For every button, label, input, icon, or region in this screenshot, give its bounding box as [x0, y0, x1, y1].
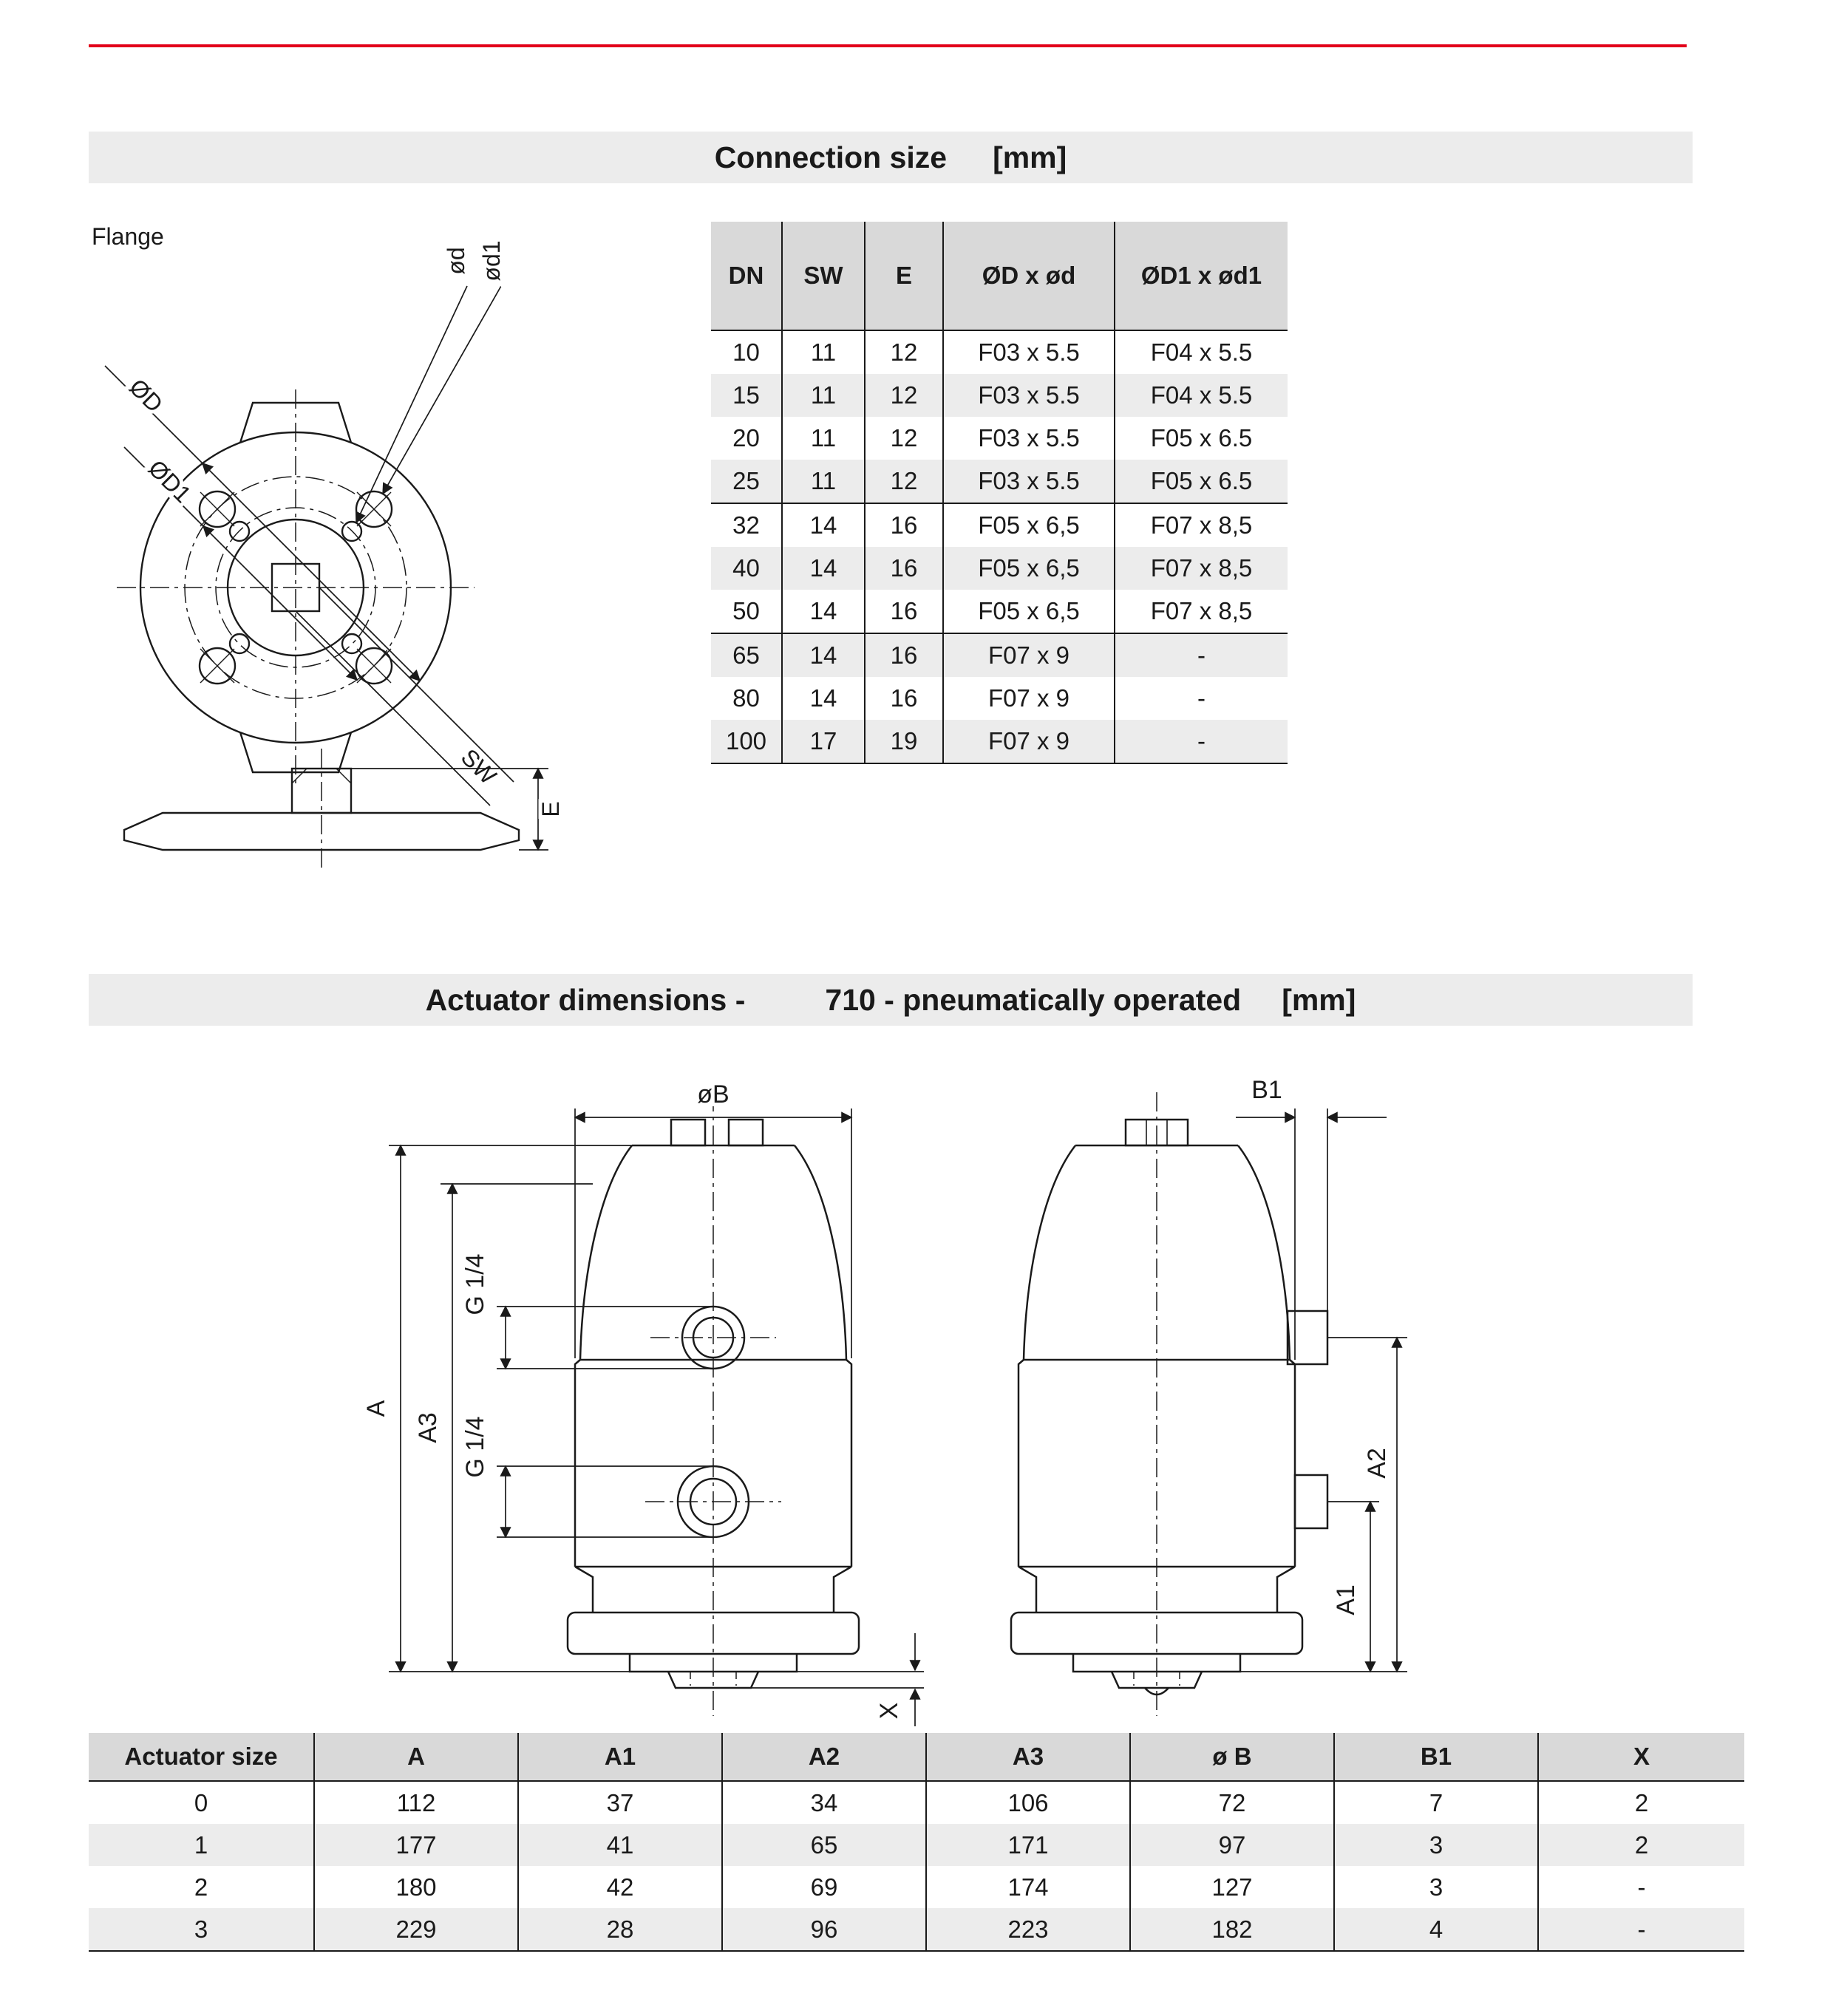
cell-e: 16 — [865, 677, 943, 720]
cell-a1: 28 — [518, 1908, 722, 1951]
cell-sw: 14 — [782, 590, 865, 633]
cell-a2: 34 — [722, 1781, 926, 1824]
dim-label-od: ØD — [124, 373, 169, 418]
connection-size-title: Connection size — [714, 140, 948, 174]
cell-a3: 106 — [926, 1781, 1130, 1824]
cell-sw: 11 — [782, 330, 865, 374]
flange-front-view — [117, 389, 475, 786]
flange-dimension-lines — [105, 286, 514, 806]
cell-a3: 174 — [926, 1866, 1130, 1908]
connection-table-row — [711, 417, 1288, 460]
cell-od-x-od: F05 x 6,5 — [943, 547, 1115, 590]
col-header-sw: SW — [782, 222, 865, 330]
top-rule — [89, 44, 1687, 47]
cell-od1-x-od1: - — [1115, 720, 1288, 763]
actuator-dimensions-title: Actuator dimensions - — [425, 982, 746, 1017]
flange-centerlines — [117, 389, 475, 786]
actuator-front-view — [568, 1092, 859, 1716]
cell-ob: 72 — [1130, 1781, 1334, 1824]
connection-size-unit: [mm] — [993, 140, 1067, 174]
cell-a2: 69 — [722, 1866, 926, 1908]
cell-a1: 41 — [518, 1824, 722, 1866]
cell-x: - — [1538, 1908, 1744, 1951]
cell-dn: 80 — [732, 684, 760, 712]
connection-size-header-bar — [89, 132, 1693, 183]
cell-dn: 25 — [711, 460, 782, 503]
col-header-a3: A3 — [926, 1733, 1130, 1781]
col-header-actuator-size: Actuator size — [89, 1733, 314, 1781]
cell-sw: 14 — [782, 503, 865, 547]
cell-od-x-od: F05 x 6,5 — [943, 590, 1115, 633]
cell-dn: 10 — [732, 338, 760, 366]
cell-ob: 97 — [1130, 1824, 1334, 1866]
dim-label-d-small: ød — [443, 247, 469, 275]
actuator-dimensions-unit: [mm] — [1282, 982, 1356, 1017]
connection-table-row — [711, 503, 1288, 547]
cell-a1: 37 — [518, 1781, 722, 1824]
cell-b1: 7 — [1334, 1781, 1538, 1824]
cell-e: 12 — [865, 460, 943, 503]
cell-e: 12 — [865, 374, 943, 417]
cell-od-x-od: F03 x 5.5 — [943, 330, 1115, 374]
cell-od1-x-od1: - — [1115, 677, 1288, 720]
cell-od1-x-od1: F05 x 6.5 — [1115, 417, 1288, 460]
connection-table-row — [711, 633, 1288, 677]
cell-od1-x-od1: F05 x 6.5 — [1115, 460, 1288, 503]
flange-side-view — [124, 749, 519, 870]
col-header-od: ØD x ød — [943, 222, 1115, 330]
col-header-dn: DN — [711, 222, 782, 330]
cell-a: 229 — [314, 1908, 518, 1951]
cell-a3: 223 — [926, 1908, 1130, 1951]
col-header-od1: ØD1 x ød1 — [1115, 222, 1288, 330]
cell-dn: 15 — [732, 381, 760, 409]
actuator-side-dimensions — [1236, 1109, 1407, 1672]
connection-table-row — [711, 720, 1288, 763]
cell-b1: 3 — [1334, 1824, 1538, 1866]
cell-e: 16 — [865, 633, 943, 677]
dim-label-e: E — [537, 801, 564, 817]
actuator-dimensions-subtitle: 710 - pneumatically operated — [825, 982, 1242, 1017]
dim-label-a3: A3 — [414, 1412, 442, 1443]
cell-e: 16 — [865, 503, 943, 547]
cell-e: 16 — [865, 590, 943, 633]
cell-ob: 182 — [1130, 1908, 1334, 1951]
cell-od-x-od: F07 x 9 — [943, 677, 1115, 720]
dim-label-ob: øB — [697, 1080, 730, 1109]
cell-a: 180 — [314, 1866, 518, 1908]
actuator-table-row — [89, 1824, 1744, 1866]
cell-od1-x-od1: F04 x 5.5 — [1115, 374, 1288, 417]
cell-dn: 100 — [711, 720, 782, 763]
dim-label-a: A — [362, 1400, 390, 1417]
cell-actuator-size: 3 — [89, 1908, 314, 1951]
cell-od-x-od: F07 x 9 — [943, 720, 1115, 763]
cell-a2: 65 — [722, 1824, 926, 1866]
connection-table-row — [711, 677, 1288, 720]
cell-e: 16 — [865, 547, 943, 590]
cell-dn: 32 — [732, 511, 760, 539]
cell-sw: 14 — [782, 633, 865, 677]
cell-od-x-od: F03 x 5.5 — [943, 417, 1115, 460]
cell-e: 12 — [865, 330, 943, 374]
cell-dn: 65 — [732, 641, 760, 669]
cell-actuator-size: 2 — [194, 1873, 208, 1901]
cell-e: 12 — [865, 417, 943, 460]
cell-a1: 42 — [518, 1866, 722, 1908]
cell-a3: 171 — [926, 1824, 1130, 1866]
connection-table-row — [711, 374, 1288, 417]
cell-od-x-od: F03 x 5.5 — [943, 460, 1115, 503]
cell-x: 2 — [1538, 1824, 1744, 1866]
col-header-ob: ø B — [1130, 1733, 1334, 1781]
actuator-table-row — [89, 1866, 1744, 1908]
cell-od1-x-od1: F07 x 8,5 — [1115, 547, 1288, 590]
flange-drawing — [59, 188, 650, 950]
flange-label: Flange — [92, 223, 164, 250]
cell-sw: 14 — [782, 547, 865, 590]
cell-dn: 40 — [732, 554, 760, 582]
cell-od1-x-od1: F07 x 8,5 — [1115, 590, 1288, 633]
connection-table-row — [711, 547, 1288, 590]
connection-size-table — [711, 222, 1288, 764]
col-header-e: E — [865, 222, 943, 330]
cell-sw: 11 — [782, 460, 865, 503]
cell-x: 2 — [1538, 1781, 1744, 1824]
cell-od1-x-od1: F04 x 5.5 — [1115, 330, 1288, 374]
dim-label-x: X — [875, 1702, 903, 1720]
col-header-a1: A1 — [518, 1733, 722, 1781]
connection-table-header-row — [711, 222, 1288, 330]
actuator-table-header-row — [89, 1733, 1744, 1781]
dim-label-b1: B1 — [1251, 1076, 1282, 1104]
connection-table-row — [711, 460, 1288, 503]
col-header-a: A — [314, 1733, 518, 1781]
cell-sw: 14 — [782, 677, 865, 720]
cell-a: 177 — [314, 1824, 518, 1866]
connection-table-row — [711, 330, 1288, 374]
actuator-table-row — [89, 1781, 1744, 1824]
cell-a: 112 — [314, 1781, 518, 1824]
cell-b1: 3 — [1334, 1866, 1538, 1908]
cell-dn: 20 — [732, 424, 760, 452]
cell-od-x-od: F03 x 5.5 — [943, 374, 1115, 417]
dim-label-g14-upper: G 1/4 — [461, 1253, 489, 1315]
cell-actuator-size: 1 — [194, 1831, 208, 1859]
cell-od-x-od: F07 x 9 — [943, 633, 1115, 677]
cell-sw: 11 — [782, 417, 865, 460]
actuator-drawing — [318, 1049, 1412, 1737]
cell-e: 19 — [865, 720, 943, 763]
dim-label-a1: A1 — [1332, 1584, 1360, 1615]
col-header-a2: A2 — [722, 1733, 926, 1781]
cell-x: - — [1538, 1866, 1744, 1908]
cell-od1-x-od1: F07 x 8,5 — [1115, 503, 1288, 547]
cell-sw: 11 — [782, 374, 865, 417]
actuator-table-row — [89, 1908, 1744, 1951]
cell-b1: 4 — [1334, 1908, 1538, 1951]
cell-od-x-od: F05 x 6,5 — [943, 503, 1115, 547]
cell-actuator-size: 0 — [194, 1788, 208, 1816]
dim-label-d1-small: ød1 — [478, 240, 505, 282]
actuator-dimensions-table — [89, 1733, 1744, 1952]
cell-sw: 17 — [782, 720, 865, 763]
cell-a2: 96 — [722, 1908, 926, 1951]
col-header-b1: B1 — [1334, 1733, 1538, 1781]
dim-label-g14-lower: G 1/4 — [461, 1416, 489, 1478]
dim-label-sw: SW — [455, 743, 502, 790]
cell-od1-x-od1: - — [1115, 633, 1288, 677]
actuator-dimensions-header-bar — [89, 974, 1693, 1026]
dim-label-a2: A2 — [1363, 1448, 1391, 1479]
col-header-x: X — [1538, 1733, 1744, 1781]
actuator-side-view — [1011, 1092, 1327, 1716]
cell-dn: 50 — [711, 590, 782, 633]
dim-label-od1: ØD1 — [143, 454, 197, 508]
cell-ob: 127 — [1130, 1866, 1334, 1908]
connection-table-row — [711, 590, 1288, 633]
